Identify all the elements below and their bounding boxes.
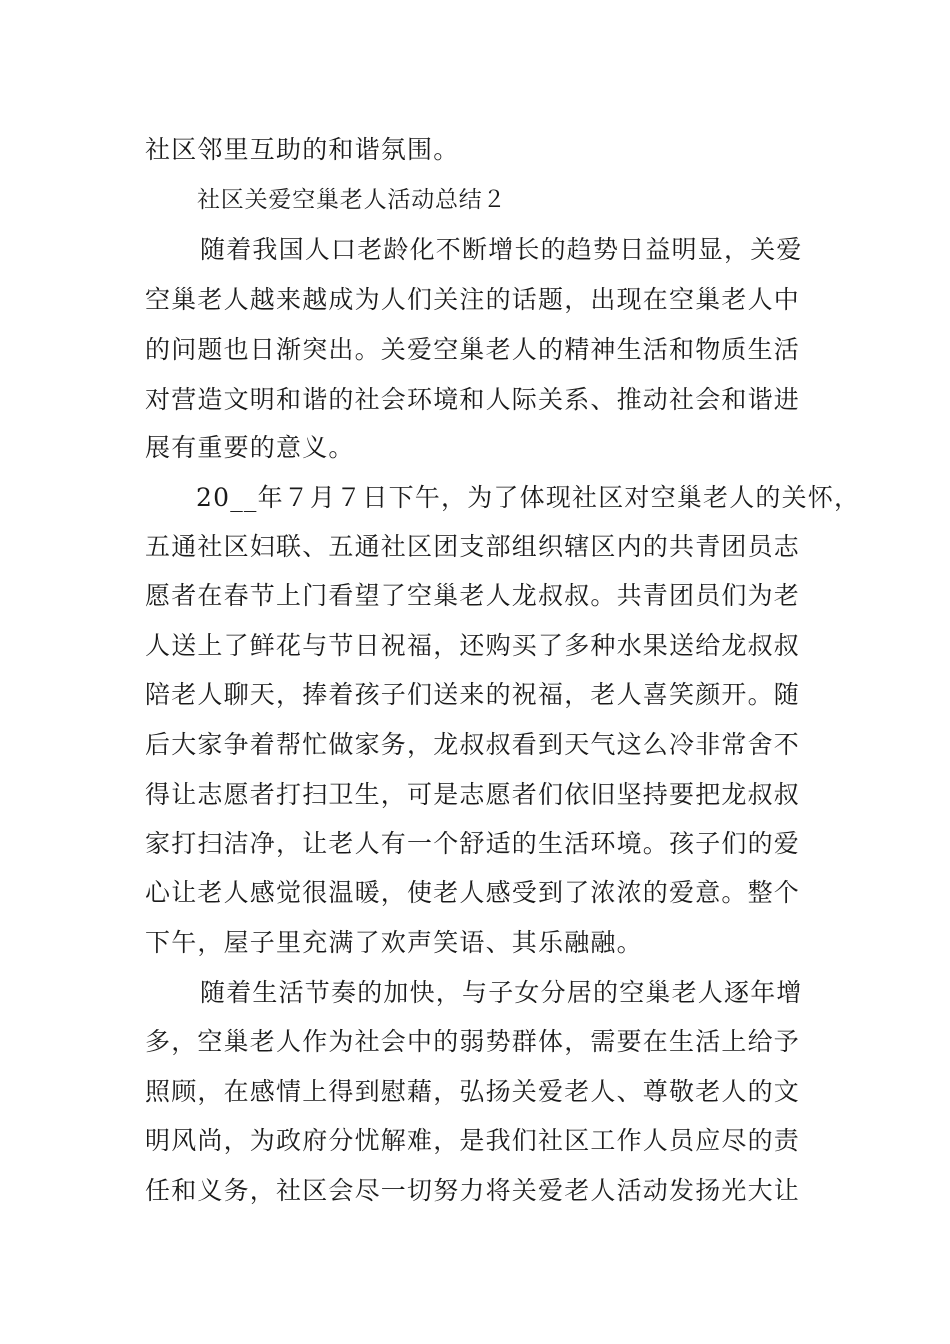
text-line: 陪老人聊天，捧着孩子们送来的祝福，老人喜笑颜开。随 — [145, 680, 801, 709]
text-line: 照顾，在感情上得到慰藉，弘扬关爱老人、尊敬老人的文 — [145, 1077, 801, 1106]
text-line: 后大家争着帮忙做家务，龙叔叔看到天气这么冷非常舍不 — [145, 730, 801, 759]
text-line: 展有重要的意义。 — [145, 433, 355, 462]
text-line: 多，空巢老人作为社会中的弱势群体，需要在生活上给予 — [145, 1027, 801, 1056]
text-line: 20__年７月７日下午，为了体现社区对空巢老人的关怀， — [196, 483, 861, 512]
text-line: 随着生活节奏的加快，与子女分居的空巢老人逐年增 — [200, 978, 803, 1007]
text-line: 心让老人感觉很温暖，使老人感受到了浓浓的爱意。整个 — [145, 878, 801, 907]
text-line: 得让志愿者打扫卫生，可是志愿者们依旧坚持要把龙叔叔 — [145, 780, 801, 809]
text-line: 对营造文明和谐的社会环境和人际关系、推动社会和谐进 — [145, 385, 801, 414]
text-line: 社区邻里互助的和谐氛围。 — [145, 135, 460, 164]
text-line: 家打扫洁净，让老人有一个舒适的生活环境。孩子们的爱 — [145, 829, 801, 858]
text-line: 的问题也日渐突出。关爱空巢老人的精神生活和物质生活 — [145, 335, 801, 364]
text-line: 愿者在春节上门看望了空巢老人龙叔叔。共青团员们为老 — [145, 581, 801, 610]
section-title: 社区关爱空巢老人活动总结２ — [197, 187, 507, 213]
text-line: 人送上了鲜花与节日祝福，还购买了多种水果送给龙叔叔 — [145, 631, 801, 660]
text-line: 下午，屋子里充满了欢声笑语、其乐融融。 — [145, 928, 643, 957]
text-line: 五通社区妇联、五通社区团支部组织辖区内的共青团员志 — [145, 532, 801, 561]
text-line: 随着我国人口老龄化不断增长的趋势日益明显，关爱 — [200, 235, 803, 264]
text-line: 空巢老人越来越成为人们关注的话题，出现在空巢老人中 — [145, 285, 801, 314]
text-line: 任和义务，社区会尽一切努力将关爱老人活动发扬光大让 — [145, 1176, 801, 1205]
text-line: 明风尚，为政府分忧解难，是我们社区工作人员应尽的责 — [145, 1126, 801, 1155]
